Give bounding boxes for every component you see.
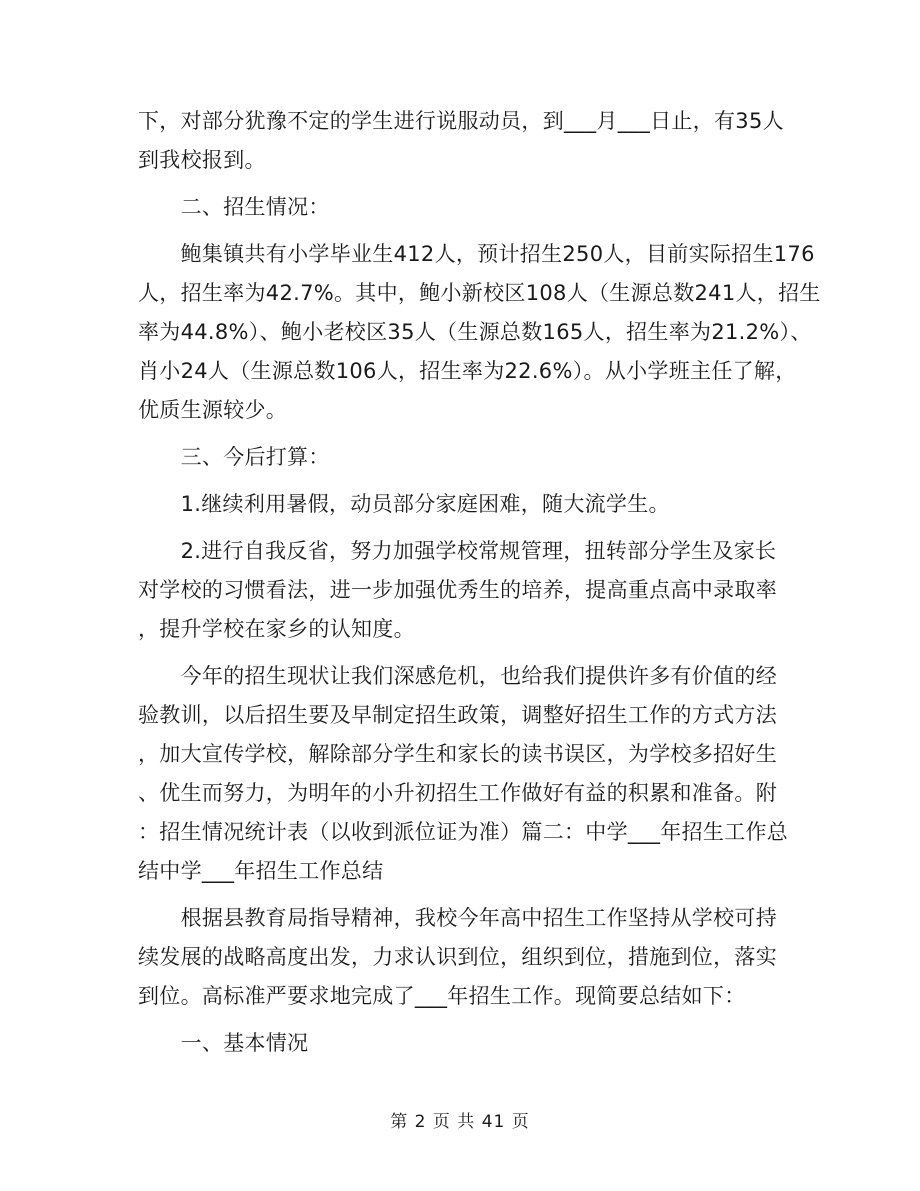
text-line: 、优生而努力，为明年的小升初招生工作做好有益的积累和准备。附 bbox=[138, 781, 777, 805]
paragraph-first-line: 三、今后打算： bbox=[138, 445, 330, 469]
text-line: 验教训，以后招生要及早制定招生政策，调整好招生工作的方式方法 bbox=[138, 703, 777, 727]
page-footer: 第 2 页 共 41 页 bbox=[390, 1112, 530, 1132]
text-line: ：招生情况统计表（以收到派位证为准）篇二：中学___年招生工作总 bbox=[138, 820, 789, 844]
text-line: 到位。高标准严要求地完成了___年招生工作。现简要总结如下： bbox=[138, 984, 746, 1008]
text-line: ，加大宣传学校，解除部分学生和家长的读书误区，为学校多招好生 bbox=[138, 742, 777, 766]
text-line: ，提升学校在家乡的认知度。 bbox=[138, 617, 415, 641]
document-body bbox=[138, 102, 821, 1063]
paragraph-first-line: 今年的招生现状让我们深感危机，也给我们提供许多有价值的经 bbox=[138, 664, 777, 688]
paragraph-first-line: 根据县教育局指导精神，我校今年高中招生工作坚持从学校可持 bbox=[138, 906, 777, 930]
text-line: 肖小24人（生源总数106人，招生率为22.6%）。从小学班主任了解， bbox=[138, 359, 797, 383]
text-line: 人，招生率为42.7%。其中，鲍小新校区108人（生源总数241人，招生 bbox=[138, 281, 821, 305]
paragraph-first-line: 一、基本情况 bbox=[138, 1031, 309, 1055]
text-line: 优质生源较少。 bbox=[138, 398, 288, 422]
text-line: 率为44.8%）、鲍小老校区35人（生源总数165人，招生率为21.2%）、 bbox=[138, 320, 812, 344]
text-line: 续发展的战略高度出发，力求认识到位，组织到位，措施到位，落实 bbox=[138, 945, 777, 969]
text-line: 到我校报到。 bbox=[138, 148, 266, 172]
paragraph-first-line: 1.继续利用暑假，动员部分家庭困难，随大流学生。 bbox=[138, 492, 670, 516]
text-line: 下，对部分犹豫不定的学生进行说服动员，到___月___日止，有35人 bbox=[138, 109, 784, 133]
paragraph-first-line: 二、招生情况： bbox=[138, 195, 330, 219]
paragraph-first-line: 2.进行自我反省，努力加强学校常规管理，扭转部分学生及家长 bbox=[138, 539, 777, 563]
text-line: 对学校的习惯看法，进一步加强优秀生的培养，提高重点高中录取率 bbox=[138, 578, 777, 602]
text-line: 结中学___年招生工作总结 bbox=[138, 859, 384, 883]
paragraph-first-line: 鲍集镇共有小学毕业生412人，预计招生250人，目前实际招生176 bbox=[138, 242, 815, 266]
